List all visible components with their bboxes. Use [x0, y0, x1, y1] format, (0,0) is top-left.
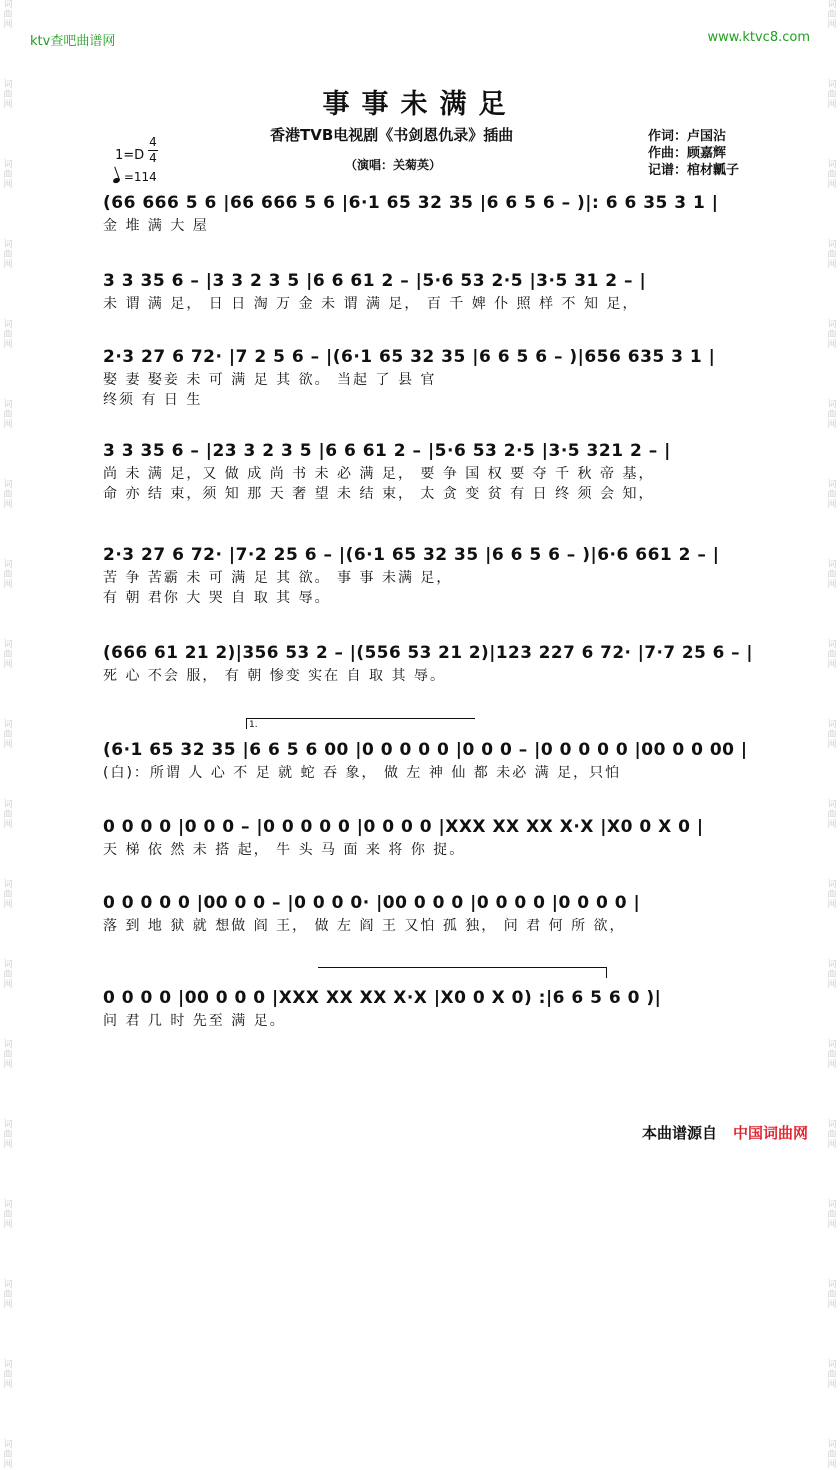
side-watermark-text: 词曲网 — [827, 560, 837, 590]
lyric-line: 死 心 不会 服， 有 朝 惨变 实在 自 取 其 辱。 — [103, 668, 446, 684]
side-watermark-text: 词曲网 — [3, 400, 13, 430]
side-watermark-text: 词曲网 — [3, 560, 13, 590]
notation-line: 0 0 0 0 0 |00 0 0 – |0 0 0 0· |00 0 0 0 |0 0 0 0 |0 0 0 0 | — [103, 893, 641, 913]
lyric-line: 有 朝 君你 大 哭 自 取 其 辱。 — [103, 590, 331, 606]
side-watermark-text: 词曲网 — [3, 240, 13, 270]
lyric-line: 天 梯 依 然 未 搭 起， 牛 头 马 面 来 将 你 捉。 — [103, 842, 466, 858]
side-watermark-right — [825, 0, 839, 1470]
side-watermark-text: 词曲网 — [3, 640, 13, 670]
music-system — [103, 814, 753, 860]
lyricist-credit: 作词：卢国沾 — [648, 129, 727, 144]
notation-line: 3 3 35 6 – |3 3 2 3 5 |6 6 61 2 – |5·6 53 2·5 |3·5 31 2 – | — [103, 271, 647, 291]
lyric-line: 落 到 地 狱 就 想做 阎 王， 做 左 阎 王 又怕 孤 独， 问 君 何 所 欲， — [103, 918, 626, 934]
side-watermark-text: 词曲网 — [827, 240, 837, 270]
side-watermark-text: 词曲网 — [827, 80, 837, 110]
music-system — [103, 268, 753, 314]
side-watermark-text: 词曲网 — [827, 480, 837, 510]
composer-credit: 作曲：顾嘉辉 — [648, 146, 727, 161]
side-watermark-text: 词曲网 — [827, 1440, 837, 1470]
side-watermark-text: 词曲网 — [827, 640, 837, 670]
volta-first-ending — [246, 718, 475, 729]
key-signature: 1=D — [115, 148, 145, 163]
notation-line: (66 666 5 6 |66 666 5 6 |6·1 65 32 35 |6 6 5 6 – )|: 6 6 35 3 1 | — [103, 193, 719, 213]
meter-bottom: 4 — [149, 151, 157, 165]
notation-line: 3 3 35 6 – |23 3 2 3 5 |6 6 61 2 – |5·6 53 2·5 |3·5 321 2 – | — [103, 441, 671, 461]
music-system — [103, 542, 753, 608]
volta-label: 1. — [249, 720, 258, 730]
side-watermark-text: 词曲网 — [3, 0, 13, 30]
volta-bracket — [318, 967, 607, 978]
lyric-line: 问 君 几 时 先至 满 足。 — [103, 1013, 286, 1029]
lyric-line: 娶 妻 娶妾 未 可 满 足 其 欲。 当起 了 县 官 — [103, 372, 437, 388]
music-system — [103, 640, 753, 686]
side-watermark-text: 词曲网 — [3, 960, 13, 990]
side-watermark-text: 词曲网 — [827, 400, 837, 430]
side-watermark-text: 词曲网 — [3, 320, 13, 350]
music-system — [103, 438, 753, 504]
notation-line: (6·1 65 32 35 |6 6 5 6 00 |0 0 0 0 0 |0 0 0 – |0 0 0 0 0 |00 0 0 00 | — [103, 740, 748, 760]
time-signature — [148, 136, 158, 165]
credits-block — [648, 128, 739, 179]
lyric-line: 终须 有 日 生 — [103, 392, 203, 408]
side-watermark-text: 词曲网 — [3, 80, 13, 110]
singer-credit: （演唱：关菊英） — [345, 158, 442, 172]
lyric-line: 尚 未 满 足，又 做 成 尚 书 未 必 满 足， 要 争 国 权 要 夺 千 秋 帝 基， — [103, 466, 655, 482]
footer-source-label: 本曲谱源自 — [641, 1124, 717, 1142]
side-watermark-text: 词曲网 — [3, 1120, 13, 1150]
site-name-left: ktv查吧曲谱网 — [30, 34, 116, 49]
side-watermark-text: 词曲网 — [3, 800, 13, 830]
music-system — [103, 190, 753, 236]
notation-line: 0 0 0 0 |00 0 0 0 |XXX XX XX X·X |X0 0 X 0) :|6 6 5 6 0 )| — [103, 988, 662, 1008]
site-url-right: www.ktvc8.com — [707, 30, 810, 45]
lyric-line: 苦 争 苦霸 未 可 满 足 其 欲。 事 事 未满 足， — [103, 570, 453, 586]
lyric-line: 金 堆 满 大 屋 — [103, 218, 209, 234]
side-watermark-text: 词曲网 — [3, 160, 13, 190]
side-watermark-text: 词曲网 — [3, 1280, 13, 1310]
music-system — [103, 890, 753, 936]
notation-line: 2·3 27 6 72· |7 2 5 6 – |(6·1 65 32 35 |6 6 5 6 – )|656 635 3 1 | — [103, 347, 716, 367]
side-watermark-text: 词曲网 — [3, 480, 13, 510]
side-watermark-text: 词曲网 — [827, 1280, 837, 1310]
side-watermark-text: 词曲网 — [3, 1360, 13, 1390]
lyric-line: (白)：所谓 人 心 不 足 就 蛇 吞 象， 做 左 神 仙 都 未必 满 足，只怕 — [103, 765, 622, 781]
side-watermark-text: 词曲网 — [827, 1120, 837, 1150]
side-watermark-left — [1, 0, 15, 1470]
notation-line: (666 61 21 2)|356 53 2 – |(556 53 21 2)|123 227 6 72· |7·7 25 6 – | — [103, 643, 754, 663]
quarter-note-icon — [112, 177, 120, 184]
song-title: 事事未满足 — [322, 89, 518, 120]
side-watermark-text: 词曲网 — [3, 720, 13, 750]
side-watermark-text: 词曲网 — [3, 880, 13, 910]
meter-top: 4 — [149, 135, 157, 149]
side-watermark-text: 词曲网 — [827, 800, 837, 830]
notation-line: 2·3 27 6 72· |7·2 25 6 – |(6·1 65 32 35 |6 6 5 6 – )|6·6 661 2 – | — [103, 545, 720, 565]
tempo-marking — [113, 170, 157, 184]
side-watermark-text: 词曲网 — [3, 1200, 13, 1230]
footer-brand: 中国词曲网 — [732, 1124, 808, 1142]
side-watermark-text: 词曲网 — [827, 160, 837, 190]
side-watermark-text: 词曲网 — [3, 1440, 13, 1470]
transcriber-credit: 记谱：棺材瓤子 — [648, 163, 740, 178]
side-watermark-text: 词曲网 — [827, 1040, 837, 1070]
side-watermark-text: 词曲网 — [827, 720, 837, 750]
lyric-line: 未 谓 满 足， 日 日 淘 万 金 未 谓 满 足， 百 千 婢 仆 照 样 不 知 足， — [103, 296, 639, 312]
tempo-value: =114 — [123, 170, 157, 184]
music-system — [103, 985, 753, 1031]
footer-source — [642, 1122, 808, 1143]
side-watermark-text: 词曲网 — [827, 0, 837, 30]
side-watermark-text: 词曲网 — [3, 1040, 13, 1070]
music-system — [103, 344, 753, 410]
side-watermark-text: 词曲网 — [827, 960, 837, 990]
notation-line: 0 0 0 0 |0 0 0 – |0 0 0 0 0 |0 0 0 0 |XXX XX XX X·X |X0 0 X 0 | — [103, 817, 704, 837]
side-watermark-text: 词曲网 — [827, 1200, 837, 1230]
side-watermark-text: 词曲网 — [827, 880, 837, 910]
lyric-line: 命 亦 结 束，须 知 那 天 奢 望 未 结 束， 太 贪 变 贫 有 日 终 须 会 知， — [103, 486, 655, 502]
side-watermark-text: 词曲网 — [827, 320, 837, 350]
music-system — [103, 737, 753, 783]
song-subtitle: 香港TVB电视剧《书剑恩仇录》插曲 — [270, 126, 514, 144]
side-watermark-text: 词曲网 — [827, 1360, 837, 1390]
